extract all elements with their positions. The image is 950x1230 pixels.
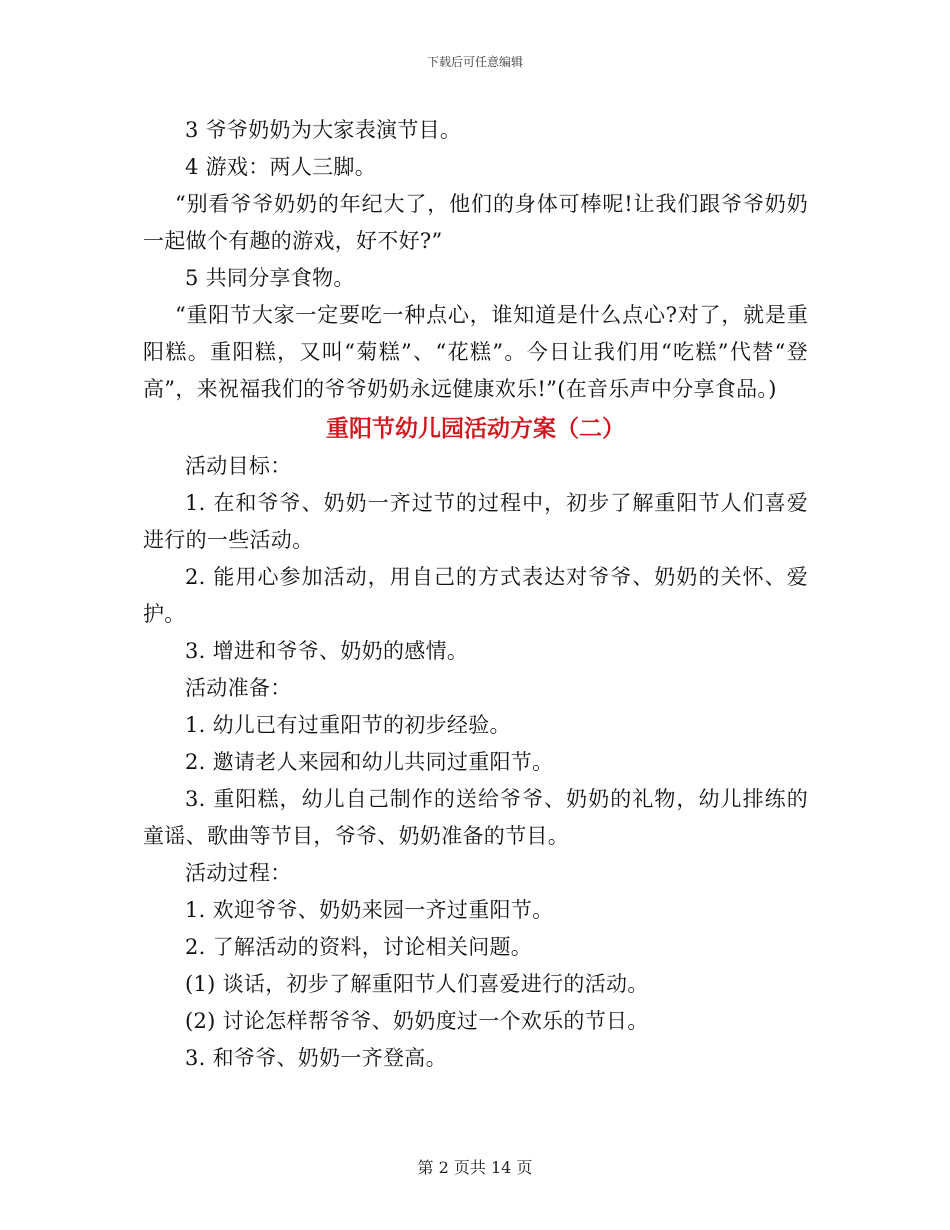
paragraph-share-food: 5 共同分享食物。 — [185, 266, 355, 290]
paragraph-game-quote: “别看爷爷奶奶的年纪大了，他们的身体可棒呢!让我们跟爷爷奶奶一起做个有趣的游戏，好不好?” — [143, 192, 808, 253]
preparation-item: 3. 重阳糕，幼儿自己制作的送给爷爷、奶奶的礼物，幼儿排练的童谣、歌曲等节目，爷爷、奶奶准备的节目。 — [143, 787, 808, 848]
goal-item: 3. 增进和爷爷、奶奶的感情。 — [185, 639, 469, 663]
paragraph-cake-quote: “重阳节大家一定要吃一种点心，谁知道是什么点心?对了，就是重阳糕。重阳糕，又叫“菊糕”、“花糕”。今日让我们用“吃糕”代替“登高”，来祝福我们的爷爷奶奶永远健康欢乐!”(在音乐声中分享食品。) — [143, 303, 808, 401]
preparation-item: 2. 邀请老人来园和幼儿共同过重阳节。 — [185, 750, 554, 774]
goals-heading: 活动目标： — [185, 454, 292, 478]
paragraph-performance: 3 爷爷奶奶为大家表演节目。 — [185, 118, 462, 142]
process-item: 1. 欢迎爷爷、奶奶来园一齐过重阳节。 — [185, 898, 554, 922]
process-sub-item: (1) 谈话，初步了解重阳节人们喜爱进行的活动。 — [185, 972, 649, 996]
process-item: 3. 和爷爷、奶奶一齐登高。 — [185, 1046, 447, 1070]
process-sub-item: (2) 讨论怎样帮爷爷、奶奶度过一个欢乐的节日。 — [185, 1009, 649, 1033]
preparation-heading: 活动准备： — [185, 676, 292, 700]
paragraph-game: 4 游戏：两人三脚。 — [185, 155, 377, 179]
goal-item: 2. 能用心参加活动，用自己的方式表达对爷爷、奶奶的关怀、爱护。 — [143, 565, 808, 626]
process-heading: 活动过程： — [185, 861, 292, 885]
section-title: 重阳节幼儿园活动方案（二） — [326, 416, 625, 442]
preparation-item: 1. 幼儿已有过重阳节的初步经验。 — [185, 713, 511, 737]
process-item: 2. 了解活动的资料，讨论相关问题。 — [185, 935, 533, 959]
goal-item: 1. 在和爷爷、奶奶一齐过节的过程中，初步了解重阳节人们喜爱进行的一些活动。 — [143, 491, 808, 552]
page-header: 下载后可任意编辑 — [426, 55, 523, 69]
page-footer: 第 2 页共 14 页 — [417, 1158, 533, 1177]
document-body — [143, 112, 808, 1077]
